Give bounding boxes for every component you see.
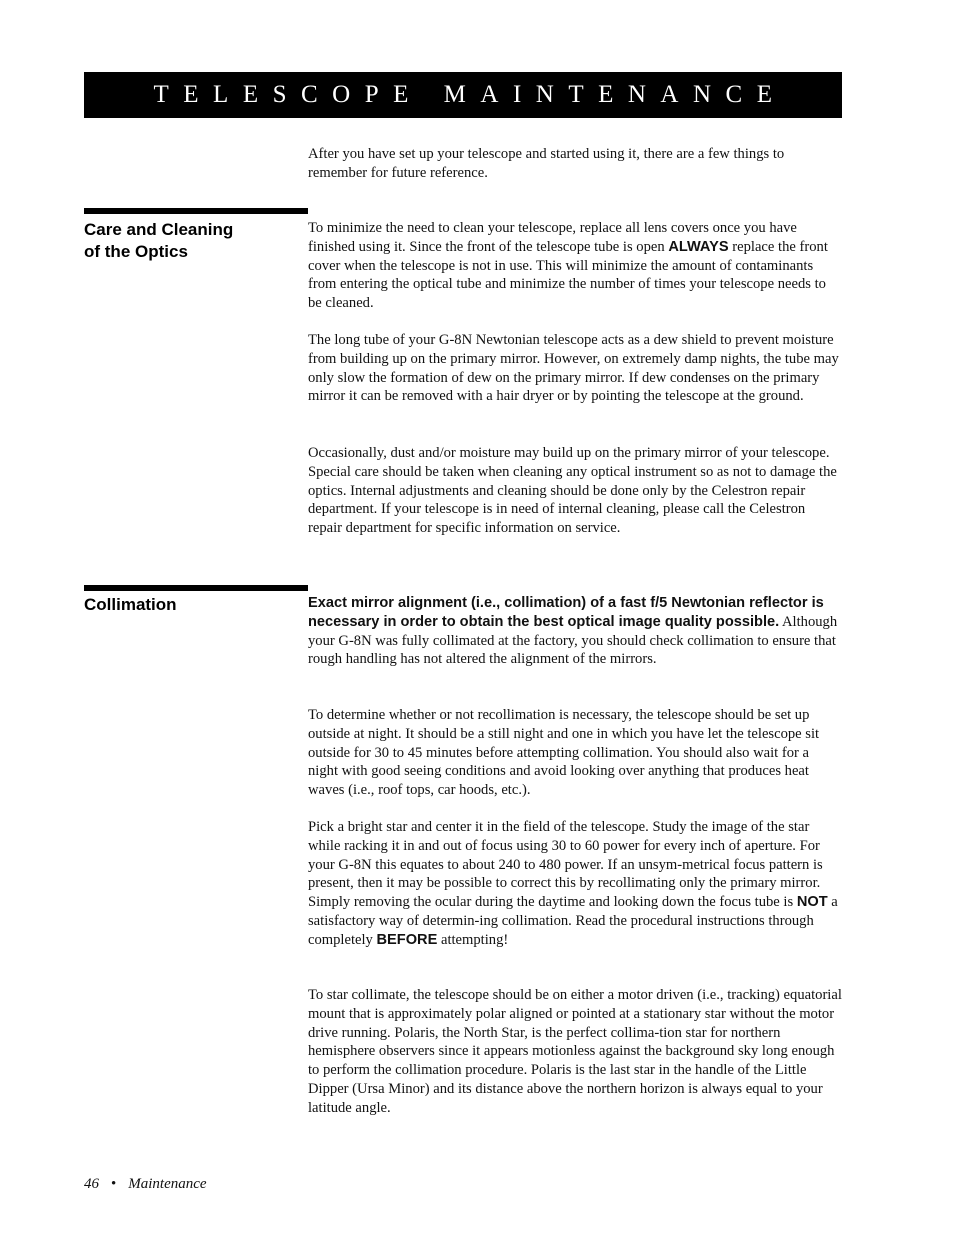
- collimation-p3-not: NOT: [796, 894, 828, 911]
- care-paragraph-3: Occasionally, dust and/or moisture may build up on the primary mirror of your telescope. Special care should be taken when cleaning any optical instrument so as not to damage the optics. Internal adjustments and cleaning should be done only by the Celestron repair department. If your telescope is in need of internal cleaning, please call the Celestron repair department for specific information on service.: [308, 445, 837, 537]
- care-p1-always: ALWAYS: [668, 238, 729, 255]
- page-title-banner: [84, 72, 842, 118]
- collimation-paragraph-4: To star collimate, the telescope should be on either a motor driven (i.e., tracking) equatorial mount that is approximately polar aligned or pointed at a stationary star without the motor drive running. Polaris, the North Star, is the perfect collima-tion star for northern hemisphere observers since it appears motionless against the background sky long enough to perform the collimation procedure. Polaris is the last star in the handle of the Little Dipper (Ursa Minor) and its distance above the northern horizon is always equal to your latitude angle.: [308, 987, 842, 1116]
- care-cleaning-heading: [84, 219, 284, 263]
- care-heading-line1: Care and Cleaning: [84, 220, 234, 239]
- collimation-heading: [84, 594, 284, 616]
- care-paragraph-2: The long tube of your G-8N Newtonian telescope acts as a dew shield to prevent moisture from building up on the primary mirror. However, on extremely damp nights, the tube may only slow the formation of dew on the primary mirror. If dew condenses on the primary mirror it can be removed with a hair dryer or by pointing the telescope at the ground.: [308, 332, 839, 405]
- page-title: TELESCOPE MAINTENANCE: [153, 81, 787, 108]
- collimation-heading-text: Collimation: [84, 595, 177, 614]
- page-footer: [84, 1176, 207, 1193]
- collimation-p1-bold: Exact mirror alignment (i.e., collimation) of a fast f/5 Newtonian reflector is necessary in order to obtain the best optical image quality possible.: [308, 595, 824, 630]
- collimation-p1-rest: Although your G-8N was fully collimated at the factory, you should check collimation to ensure that rough handling has not altered the alignment of the mirrors.: [308, 613, 838, 668]
- care-p1-text-b: replace the front cover when the telescope is not in use. This will minimize the amount of contaminants from entering the optical tube and minimize the number of times your telescope needs to be cleaned.: [308, 238, 828, 312]
- collimation-paragraph-3: [308, 818, 842, 950]
- intro-paragraph: After you have set up your telescope and started using it, there are a few things to remember for future reference.: [308, 146, 785, 181]
- footer-separator: •: [111, 1176, 117, 1192]
- collimation-p3-text-a: Pick a bright star and center it in the field of the telescope. Study the image of the star while racking it in and out of focus using 30 to 60 power for every inch of aperture. For your G-8N this equates to about 240 to 480 power. If an unsym-metrical focus pattern is present, then it may be possible to correct this by recollimating only the primary mirror. Simply removing the ocular during the daytime and looking down the focus tube is: [308, 819, 823, 911]
- collimation-p3-before: BEFORE: [376, 931, 438, 948]
- collimation-paragraph-2: To determine whether or not recollimation is necessary, the telescope should be set up outside at night. It should be a still night and one in which you have let the telescope sit outside for 30 to 45 minutes before attempting collimation. You should also wait for a night with good seeing conditions and avoid looking over anything that produces heat waves (i.e., roof tops, car hoods, etc.).: [308, 707, 820, 799]
- collimation-p3-text-c: attempting!: [437, 931, 509, 948]
- section-divider-collimation: [84, 585, 308, 591]
- page-number: 46: [84, 1176, 99, 1192]
- care-heading-line2: of the Optics: [84, 242, 188, 261]
- collimation-paragraph-1: [308, 594, 842, 669]
- care-p1-text-a: To minimize the need to clean your telescope, replace all lens covers once you have finished using it. Since the front of the telescope tube is open: [308, 220, 797, 255]
- collimation-p3-text-b: a satisfactory way of determin-ing collimation. Read the procedural instructions through completely: [308, 894, 838, 948]
- footer-section-name: Maintenance: [128, 1176, 207, 1192]
- section-divider-care: [84, 208, 308, 214]
- care-paragraph-1: [308, 219, 842, 313]
